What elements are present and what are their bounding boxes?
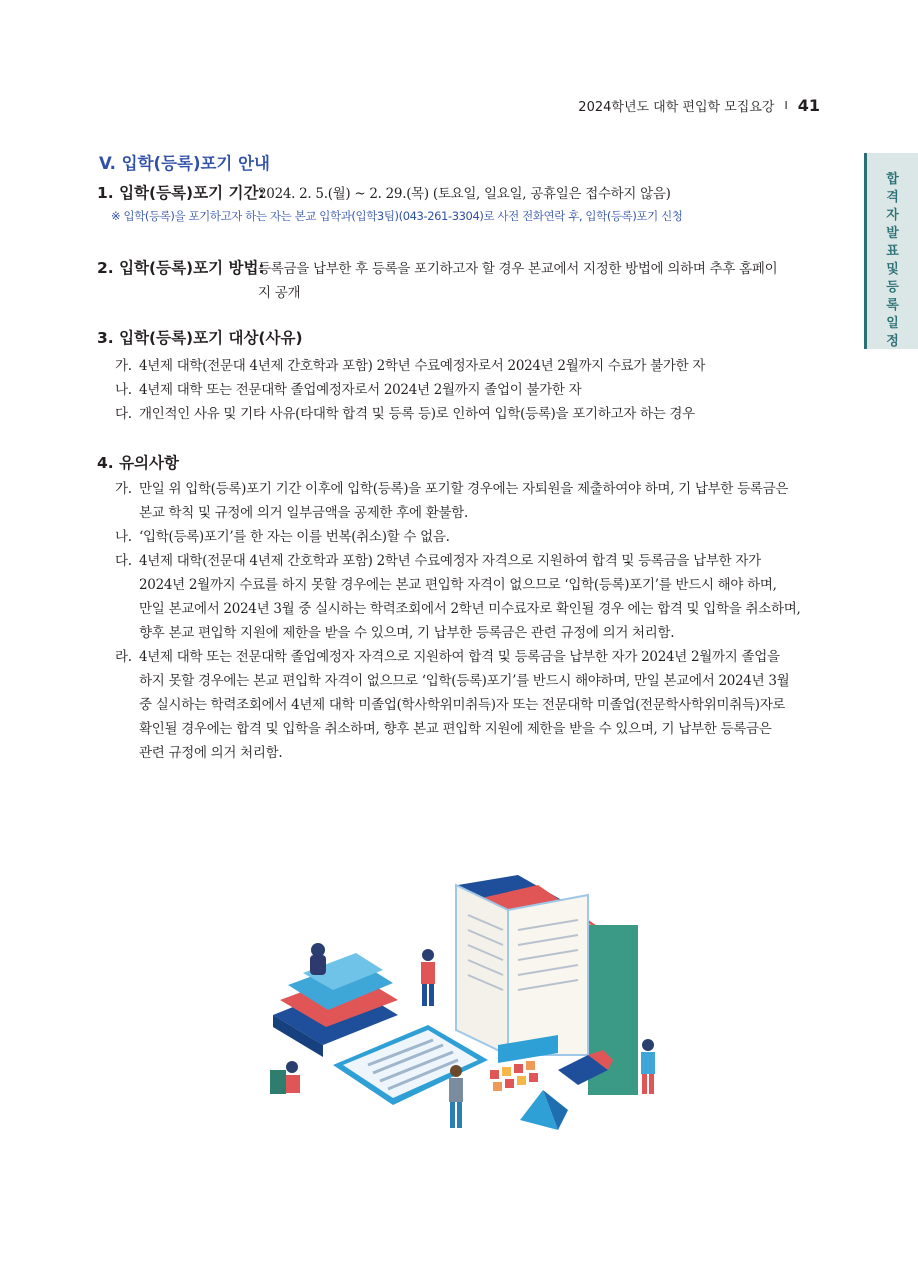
tab-char: 자 <box>886 208 899 223</box>
s4-item-line: 본교 학칙 및 규정에 의거 일부금액을 공제한 후에 환불함. <box>139 505 468 521</box>
item-text: 개인적인 사유 및 기타 사유(타대학 합격 및 등록 등)로 인하여 입학(등록)을 포기하고자 하는 경우 <box>139 406 695 422</box>
book-stack-graphic <box>273 943 398 1057</box>
s4-item-line: 만일 위 입학(등록)포기 기간 이후에 입학(등록)을 포기할 경우에는 자퇴원을 제출하여야 하며, 기 납부한 등록금은 <box>139 481 789 497</box>
tab-char: 및 <box>886 262 899 277</box>
tab-char: 발 <box>886 226 899 241</box>
s4-item-line: 관련 규정에 의거 처리함. <box>139 745 283 761</box>
header-title: 2024학년도 대학 편입학 모집요강 <box>578 100 775 115</box>
books-and-people-illustration <box>258 855 668 1145</box>
chapter-side-tab <box>864 153 918 349</box>
item-text: 4년제 대학(전문대 4년제 간호학과 포함) 2학년 수료예정자로서 2024년 2월까지 수료가 불가한 자 <box>139 358 706 374</box>
s4-item-label: 나. <box>115 529 132 545</box>
tab-char: 등 <box>886 280 899 295</box>
item-label: 나. <box>115 382 132 398</box>
tab-char: 합 <box>886 172 899 187</box>
s3-heading: 3. 입학(등록)포기 대상(사유) <box>97 329 303 347</box>
s4-item-line: 확인될 경우에는 합격 및 입학을 취소하며, 향후 본교 편입학 지원에 제한을 받을 수 있으며, 기 납부한 등록금은 <box>139 721 772 737</box>
s4-item-line: 중 실시하는 학력조회에서 4년제 대학 미졸업(학사학위미취득)자 또는 전문대학 미졸업(전문학사학위미취득)자로 <box>139 697 786 713</box>
s4-item-line: 4년제 대학(전문대 4년제 간호학과 포함) 2학년 수료예정자 자격으로 지원하여 합격 및 등록금을 납부한 자가 <box>139 553 761 569</box>
s4-item-line: 만일 본교에서 2024년 3월 중 실시하는 학력조회에서 2학년 미수료자로 확인될 경우 에는 합격 및 입학을 취소하며, <box>139 601 801 617</box>
s4-item-label: 라. <box>115 649 132 665</box>
tab-char: 일 <box>886 316 899 331</box>
tab-char: 표 <box>886 244 899 259</box>
running-header <box>578 96 820 115</box>
page-number: 41 <box>797 96 820 115</box>
s3-item <box>115 378 581 398</box>
section-title: V. 입학(등록)포기 안내 <box>99 154 270 173</box>
s4-item-line: 향후 본교 편입학 지원에 제한을 받을 수 있으며, 기 납부한 등록금은 관련 규정에 의거 처리함. <box>139 625 675 641</box>
item-label: 가. <box>115 358 132 374</box>
s4-item-label: 가. <box>115 481 132 497</box>
s3-item <box>115 402 695 422</box>
s2-heading: 2. 입학(등록)포기 방법: <box>97 259 265 277</box>
item-label: 다. <box>115 406 132 422</box>
s4-item-label: 다. <box>115 553 132 569</box>
tab-char: 격 <box>886 190 899 205</box>
s4-item-line: 4년제 대학 또는 전문대학 졸업예정자 자격으로 지원하여 합격 및 등록금을 납부한 자가 2024년 2월까지 졸업을 <box>139 649 780 665</box>
calendar-graphic <box>490 1061 568 1130</box>
s2-text-line1: 등록금을 납부한 후 등록을 포기하고자 할 경우 본교에서 지정한 방법에 의하며 추후 홈페이 <box>258 261 778 277</box>
item-text: 4년제 대학 또는 전문대학 졸업예정자로서 2024년 2월까지 졸업이 불가한 자 <box>139 382 582 398</box>
s1-heading: 1. 입학(등록)포기 기간: <box>97 184 265 202</box>
s4-item-line: ‘입학(등록)포기’를 한 자는 이를 번복(취소)할 수 없음. <box>139 529 450 545</box>
tab-char: 록 <box>886 298 899 313</box>
s1-period-text: 2024. 2. 5.(월) ~ 2. 29.(목) (토요일, 일요일, 공휴일은 접수하지 않음) <box>258 186 671 202</box>
s4-item-line: 2024년 2월까지 수료를 하지 못할 경우에는 본교 편입학 자격이 없으므로 ‘입학(등록)포기’를 반드시 해야 하며, <box>139 577 777 593</box>
s4-heading: 4. 유의사항 <box>97 454 179 472</box>
s3-item <box>115 354 705 374</box>
s1-note: ※ 입학(등록)을 포기하고자 하는 자는 본교 입학과(입학3팀)(043-261-3304)로 사전 전화연락 후, 입학(등록)포기 신청 <box>111 209 683 223</box>
s4-item-line: 하지 못할 경우에는 본교 편입학 자격이 없으므로 ‘입학(등록)포기’를 반드시 해야하며, 만일 본교에서 2024년 3월 <box>139 673 790 689</box>
tablet-graphic <box>333 1025 488 1105</box>
header-separator: I <box>784 99 788 112</box>
s2-text-line2: 지 공개 <box>258 285 301 301</box>
tab-char: 정 <box>886 334 899 349</box>
